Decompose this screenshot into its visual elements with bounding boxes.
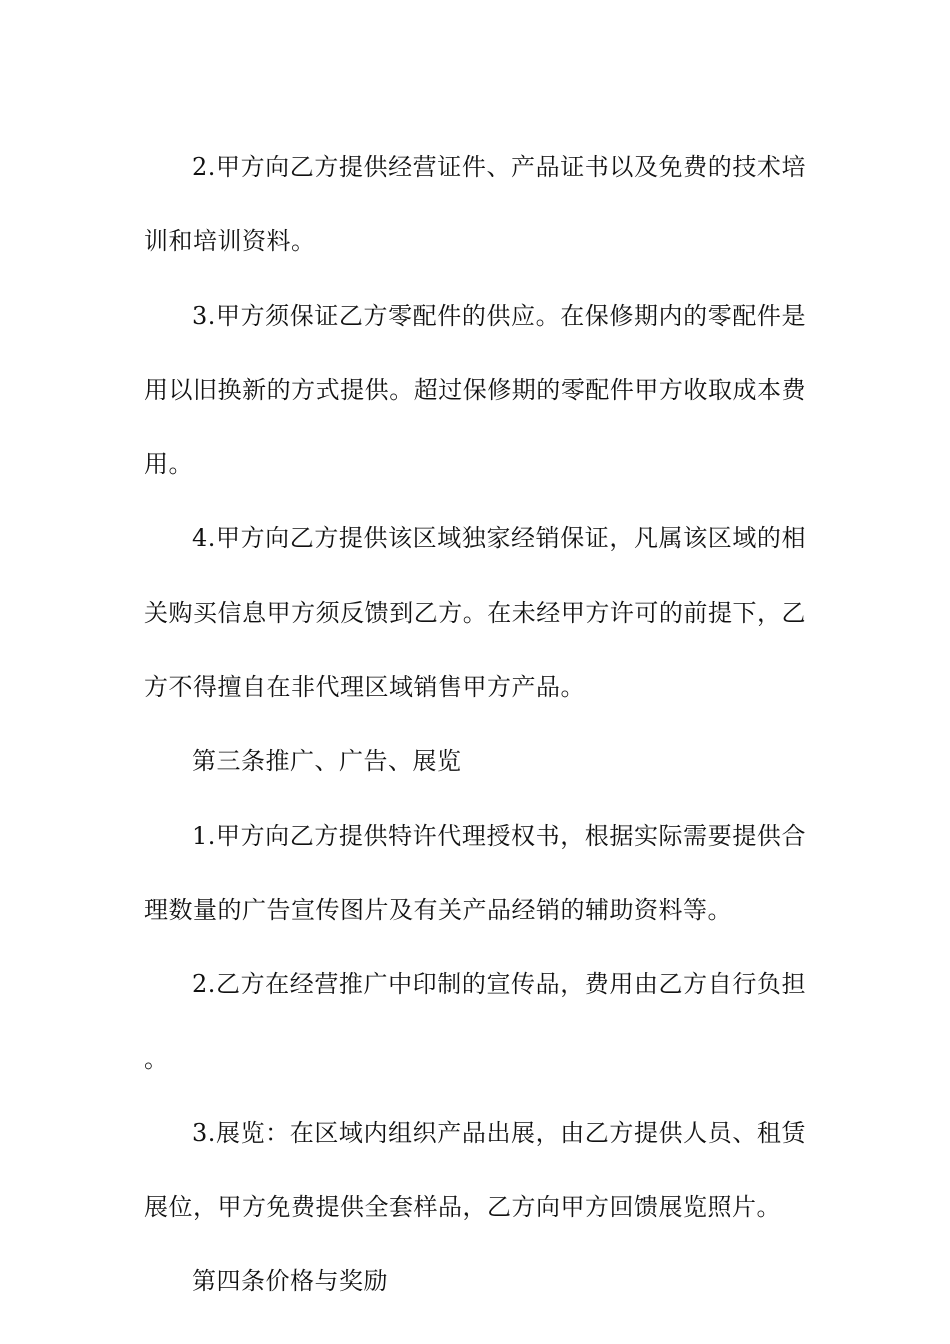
paragraph-clause-2-2: 2.甲方向乙方提供经营证件、产品证书以及免费的技术培训和培训资料。 xyxy=(144,153,806,256)
paragraph-clause-3-1: 1.甲方向乙方提供特许代理授权书，根据实际需要提供合理数量的广告宣传图片及有关产品经销的辅助资料等。 xyxy=(144,821,806,924)
paragraph-clause-2-4: 4.甲方向乙方提供该区域独家经销保证，凡属该区域的相关购买信息甲方须反馈到乙方。在未经甲方许可的前提下，乙方不得擅自在非代理区域销售甲方产品。 xyxy=(144,524,806,702)
paragraph-clause-3-2: 2.乙方在经营推广中印制的宣传品，费用由乙方自行负担。 xyxy=(144,970,806,1073)
section-heading-article-3: 第三条推广、广告、展览 xyxy=(192,747,462,776)
paragraph-clause-3-3: 3.展览：在区域内组织产品出展，由乙方提供人员、租赁展位，甲方免费提供全套样品，乙方向甲方回馈展览照片。 xyxy=(144,1118,806,1222)
section-heading-article-4: 第四条价格与奖励 xyxy=(192,1267,388,1296)
document-body xyxy=(144,130,806,1319)
paragraph-clause-2-3: 3.甲方须保证乙方零配件的供应。在保修期内的零配件是用以旧换新的方式提供。超过保修期的零配件甲方收取成本费用。 xyxy=(144,301,806,479)
